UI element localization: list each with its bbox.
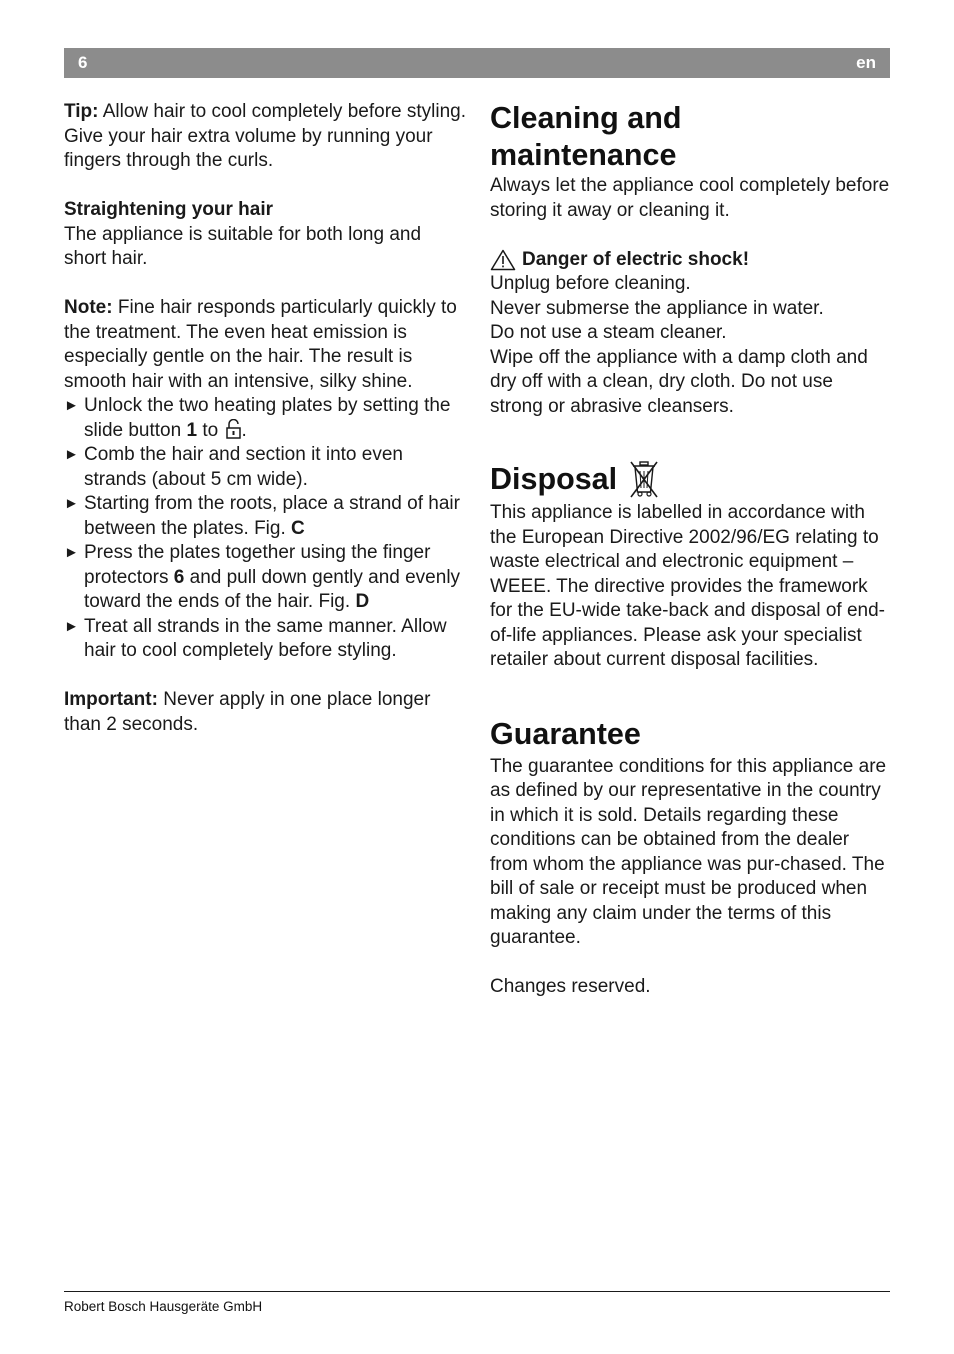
bullet-arrow-icon: ► [64,544,79,561]
step-item: ► Press the plates together using the finger protectors 6 and pull down gently and evenly toward the ends of the hair. Fig. D [64,542,461,612]
note-text: Fine hair responds particularly quickly to the treatment. The even heat emission is especially gentle on the hair. The result is smooth hair with an intensive, silky shine. [64,297,457,392]
danger-title: Danger of electric shock! [522,248,750,270]
bullet-arrow-icon: ► [64,446,79,463]
straightening-steps [64,394,468,664]
cleaning-intro: Always let the appliance cool completely before storing it away or cleaning it. [490,175,890,221]
page-header [64,48,890,78]
page-number: 6 [78,53,88,72]
step-item: ► Unlock the two heating plates by setting the slide button 1 to . [64,395,451,441]
note-paragraph [64,296,468,394]
warning-triangle-icon [490,249,516,271]
step-item: ► Treat all strands in the same manner. Allow hair to cool completely before styling. [64,615,447,661]
straightening-heading: Straightening your hair [64,199,274,220]
guarantee-heading: Guarantee [490,716,641,751]
changes-reserved: Changes reserved. [490,976,651,997]
danger-line: Never submerse the appliance in water. [490,297,824,319]
unlock-icon [226,419,241,439]
volume-paragraph: Give your hair extra volume by running your fingers through the curls. [64,125,433,171]
crossed-out-bin-icon [629,459,659,499]
step-item: ► Comb the hair and section it into even strands (about 5 cm wide). [64,444,403,490]
disposal-paragraph: This appliance is labelled in accordance with the European Directive 2002/96/EG relating to waste electrical and electronic equipment – WEEE. The directive provides the framework for the EU-wide take-back and disposal of end-of-life appliances. Please ask your specialist retailer about current disposal facilities. [490,502,885,670]
bullet-arrow-icon: ► [64,495,79,512]
bullet-arrow-icon: ► [64,397,79,414]
footer-company: Robert Bosch Hausgeräte GmbH [64,1299,263,1314]
bullet-arrow-icon: ► [64,617,79,635]
danger-line: Unplug before cleaning. [490,273,691,294]
danger-warning [490,248,890,273]
cleaning-heading: Cleaning and maintenance [490,101,682,172]
important-paragraph [64,688,468,737]
guarantee-paragraph: The guarantee conditions for this appliance are as defined by our representative in the country in which it is sold. Details regarding these conditions can be obtained from the dealer from whom the appliance was pur-chased. The bill of sale or receipt must be produced when making any claim under the terms of this guarantee. [490,755,887,948]
danger-line: Do not use a steam cleaner. [490,322,727,343]
tip-text: Allow hair to cool completely before styling. [98,101,466,122]
important-label: Important: [64,689,158,710]
tip-label: Tip: [64,101,99,122]
danger-line: Wipe off the appliance with a damp cloth and dry off with a clean, dry cloth. Do not use strong or abrasive cleansers. [490,346,868,417]
right-column [490,100,890,1000]
language-code: en [856,53,876,72]
step-item: ► Starting from the roots, place a strand of hair between the plates. Fig. C [64,493,460,539]
important-text: Never apply in one place longer than 2 seconds. [64,689,431,735]
footer-divider [64,1291,890,1292]
tip-paragraph [64,100,468,125]
disposal-heading: Disposal [490,459,890,499]
note-label: Note: [64,297,113,318]
straightening-paragraph: The appliance is suitable for both long and short hair. [64,223,422,269]
left-column [64,100,468,737]
